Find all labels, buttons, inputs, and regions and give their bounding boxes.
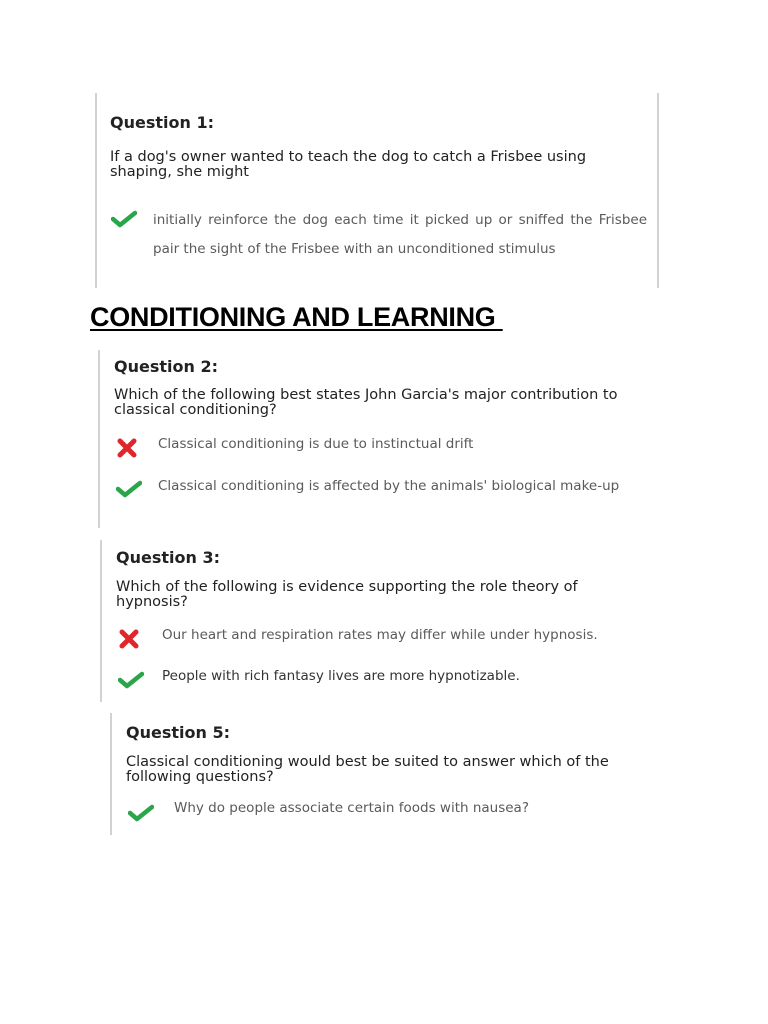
answer-item bbox=[116, 434, 676, 458]
question-text: Which of the following best states John Garcia's major contribution to classical conditioning? bbox=[114, 387, 618, 418]
answer-text: Our heart and respiration rates may differ while under hypnosis. bbox=[162, 627, 598, 643]
answer-text: Classical conditioning is affected by the animals' biological make-up bbox=[158, 478, 620, 494]
answer-item bbox=[118, 667, 688, 691]
question-title: Question 2: bbox=[114, 357, 218, 376]
answer-item bbox=[128, 799, 688, 823]
check-icon bbox=[111, 209, 137, 229]
page-heading: CONDITIONING AND LEARNING bbox=[90, 302, 503, 332]
question-text: Classical conditioning would best be suited to answer which of the following questions? bbox=[126, 754, 609, 785]
answer-text: Classical conditioning is due to instinctual drift bbox=[158, 436, 474, 452]
answer-item bbox=[118, 626, 688, 650]
answer-item bbox=[116, 474, 676, 524]
answer-text: Why do people associate certain foods with nausea? bbox=[174, 800, 529, 816]
answer-text: People with rich fantasy lives are more hypnotizable. bbox=[162, 668, 520, 684]
check-icon bbox=[128, 803, 154, 823]
cross-icon bbox=[118, 629, 144, 649]
question-title: Question 3: bbox=[116, 548, 220, 567]
answer-item bbox=[111, 206, 651, 286]
cross-icon bbox=[116, 438, 142, 458]
question-card-2 bbox=[98, 350, 678, 528]
question-title: Question 1: bbox=[110, 113, 214, 132]
question-title: Question 5: bbox=[126, 723, 230, 742]
question-card-1 bbox=[95, 93, 659, 288]
answer-text: initially reinforce the dog each time it picked up or sniffed the Frisbee pair the sight of the Frisbee with an unconditioned stimulus bbox=[153, 212, 647, 257]
question-text: Which of the following is evidence supporting the role theory of hypnosis? bbox=[116, 579, 578, 610]
question-text: If a dog's owner wanted to teach the dog to catch a Frisbee using shaping, she might bbox=[110, 149, 587, 180]
check-icon bbox=[116, 479, 142, 499]
question-card-3 bbox=[100, 540, 690, 702]
check-icon bbox=[118, 670, 144, 690]
question-card-5 bbox=[110, 713, 690, 835]
